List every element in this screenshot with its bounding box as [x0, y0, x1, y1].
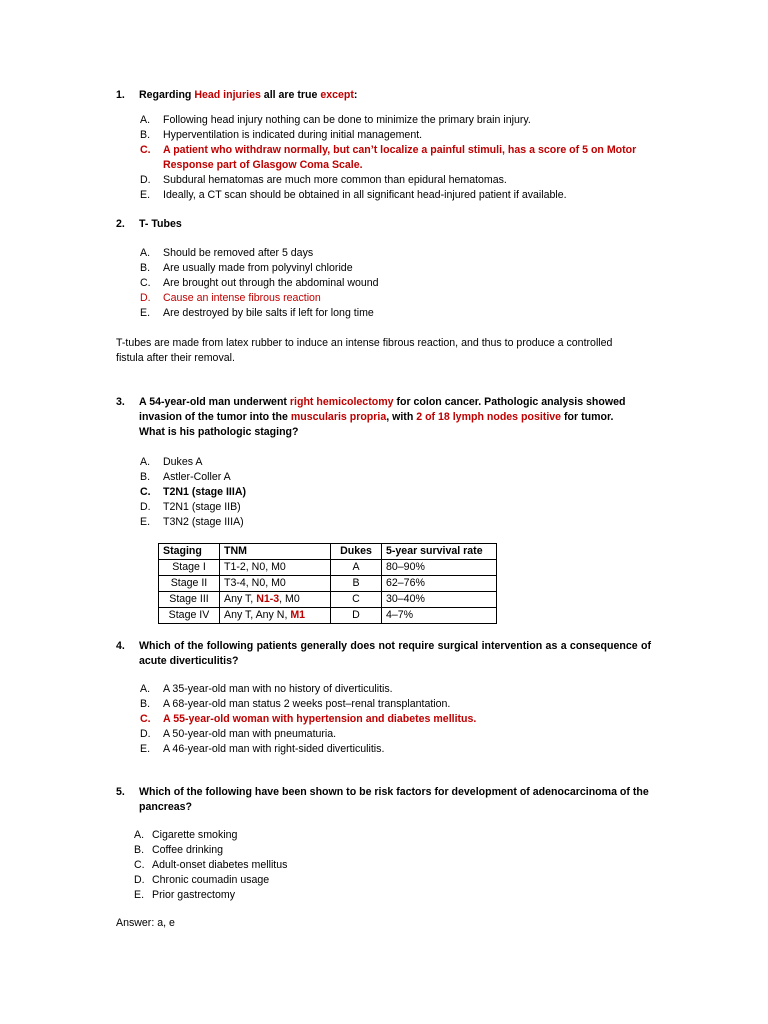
table-cell: Any T, Any N, M1	[220, 608, 331, 624]
question-4-options	[140, 682, 663, 757]
question-text: Which of the following patients generally does not require surgical intervention as a consequence of acute diverticulitis?	[139, 640, 651, 667]
table-header-row	[159, 544, 497, 560]
explanation-note: T-tubes are made from latex rubber to induce an intense fibrous reaction, and thus to produce a controlled fistula after their removal.	[116, 337, 613, 364]
column-header: TNM	[220, 544, 331, 560]
table-cell: 80–90%	[382, 560, 497, 576]
option-e: E. T3N2 (stage IIIA)	[140, 516, 244, 528]
table-cell: Stage I	[159, 560, 220, 576]
option-b: B. A 68-year-old man status 2 weeks post–renal transplantation.	[140, 698, 451, 710]
table-cell: T1-2, N0, M0	[220, 560, 331, 576]
table-row	[159, 560, 497, 576]
option-d: D. T2N1 (stage IIB)	[140, 501, 241, 513]
keyword-highlight: muscularis propria	[290, 411, 387, 423]
column-header: 5-year survival rate	[382, 544, 497, 560]
option-b: B. Coffee drinking	[134, 844, 224, 856]
table-row	[159, 576, 497, 592]
option-b: B. Are usually made from polyvinyl chloride	[140, 262, 353, 274]
question-number: 5.	[116, 786, 125, 798]
question-number: 3.	[116, 396, 125, 408]
table-cell: D	[331, 608, 382, 624]
question-text: Regarding Head injuries all are true except:	[139, 89, 358, 101]
keyword-highlight: M1	[290, 609, 306, 621]
question-number: 2.	[116, 218, 125, 230]
option-e: E. Prior gastrectomy	[134, 889, 236, 901]
table-cell: Stage IV	[159, 608, 220, 624]
question-text: Which of the following have been shown to be risk factors for development of adenocarcinoma of the pancreas?	[139, 786, 649, 813]
question-number: 4.	[116, 640, 125, 652]
keyword-highlight: 2 of 18 lymph nodes positive	[416, 411, 562, 423]
question-number: 1.	[116, 89, 125, 101]
table-cell: C	[331, 592, 382, 608]
question-4	[116, 639, 656, 669]
option-e: E. Are destroyed by bile salts if left for long time	[140, 307, 374, 319]
keyword-highlight: Head injuries	[194, 89, 261, 101]
question-text: T- Tubes	[139, 218, 182, 230]
table-cell: 4–7%	[382, 608, 497, 624]
question-3-options	[140, 455, 663, 530]
table-cell: B	[331, 576, 382, 592]
option-a: A. A 35-year-old man with no history of diverticulitis.	[140, 683, 393, 695]
table-cell: Stage III	[159, 592, 220, 608]
option-d: D. Chronic coumadin usage	[134, 874, 270, 886]
option-e: E. A 46-year-old man with right-sided diverticulitis.	[140, 743, 385, 755]
keyword-highlight: except	[320, 89, 354, 101]
keyword-highlight: N1-3	[256, 593, 280, 605]
option-b: B. Astler-Coller A	[140, 471, 231, 483]
question-5-options	[134, 828, 652, 903]
table-cell: 30–40%	[382, 592, 497, 608]
question-1-options	[140, 113, 663, 203]
question-2-options	[140, 246, 663, 321]
question-5	[116, 785, 656, 815]
option-d: D. Subdural hematomas are much more common than epidural hematomas.	[140, 174, 507, 186]
column-header: Dukes	[331, 544, 382, 560]
option-c-correct: C. A patient who withdraw normally, but can’t localize a painful stimuli, has a score of 5 on Motor Response part of Glasgow Coma Scale.	[140, 144, 637, 171]
option-d-correct: D. Cause an intense fibrous reaction	[140, 292, 321, 304]
table-cell: A	[331, 560, 382, 576]
option-c-correct: C. T2N1 (stage IIIA)	[140, 486, 247, 498]
question-text: A 54-year-old man underwent right hemicolectomy for colon cancer. Pathologic analysis showed invasion of the tumor into the muscularis propria, with 2 of 18 lymph nodes positive for tumor. What is his pathologic staging?	[139, 396, 626, 438]
staging-table	[158, 543, 497, 624]
option-a: A. Dukes A	[140, 456, 203, 468]
option-e: E. Ideally, a CT scan should be obtained in all significant head-injured patient if available.	[140, 189, 567, 201]
table-cell: Stage II	[159, 576, 220, 592]
option-c-correct: C. A 55-year-old woman with hypertension and diabetes mellitus.	[140, 713, 477, 725]
table-cell: Any T, N1-3, M0	[220, 592, 331, 608]
question-2	[116, 217, 656, 232]
keyword-highlight: right hemicolectomy	[289, 396, 394, 408]
table-cell: 62–76%	[382, 576, 497, 592]
table-row	[159, 592, 497, 608]
option-d: D. A 50-year-old man with pneumaturia.	[140, 728, 337, 740]
option-c: C. Adult-onset diabetes mellitus	[134, 859, 288, 871]
option-a: A. Cigarette smoking	[134, 829, 238, 841]
question-3	[116, 395, 656, 440]
option-b: B. Hyperventilation is indicated during initial management.	[140, 129, 423, 141]
option-c: C. Are brought out through the abdominal wound	[140, 277, 379, 289]
column-header: Staging	[159, 544, 220, 560]
table-cell: T3-4, N0, M0	[220, 576, 331, 592]
option-a: A. Following head injury nothing can be done to minimize the primary brain injury.	[140, 114, 531, 126]
table-row	[159, 608, 497, 624]
question-1	[116, 88, 656, 103]
answer-line: Answer: a, e	[116, 917, 175, 929]
option-a: A. Should be removed after 5 days	[140, 247, 314, 259]
